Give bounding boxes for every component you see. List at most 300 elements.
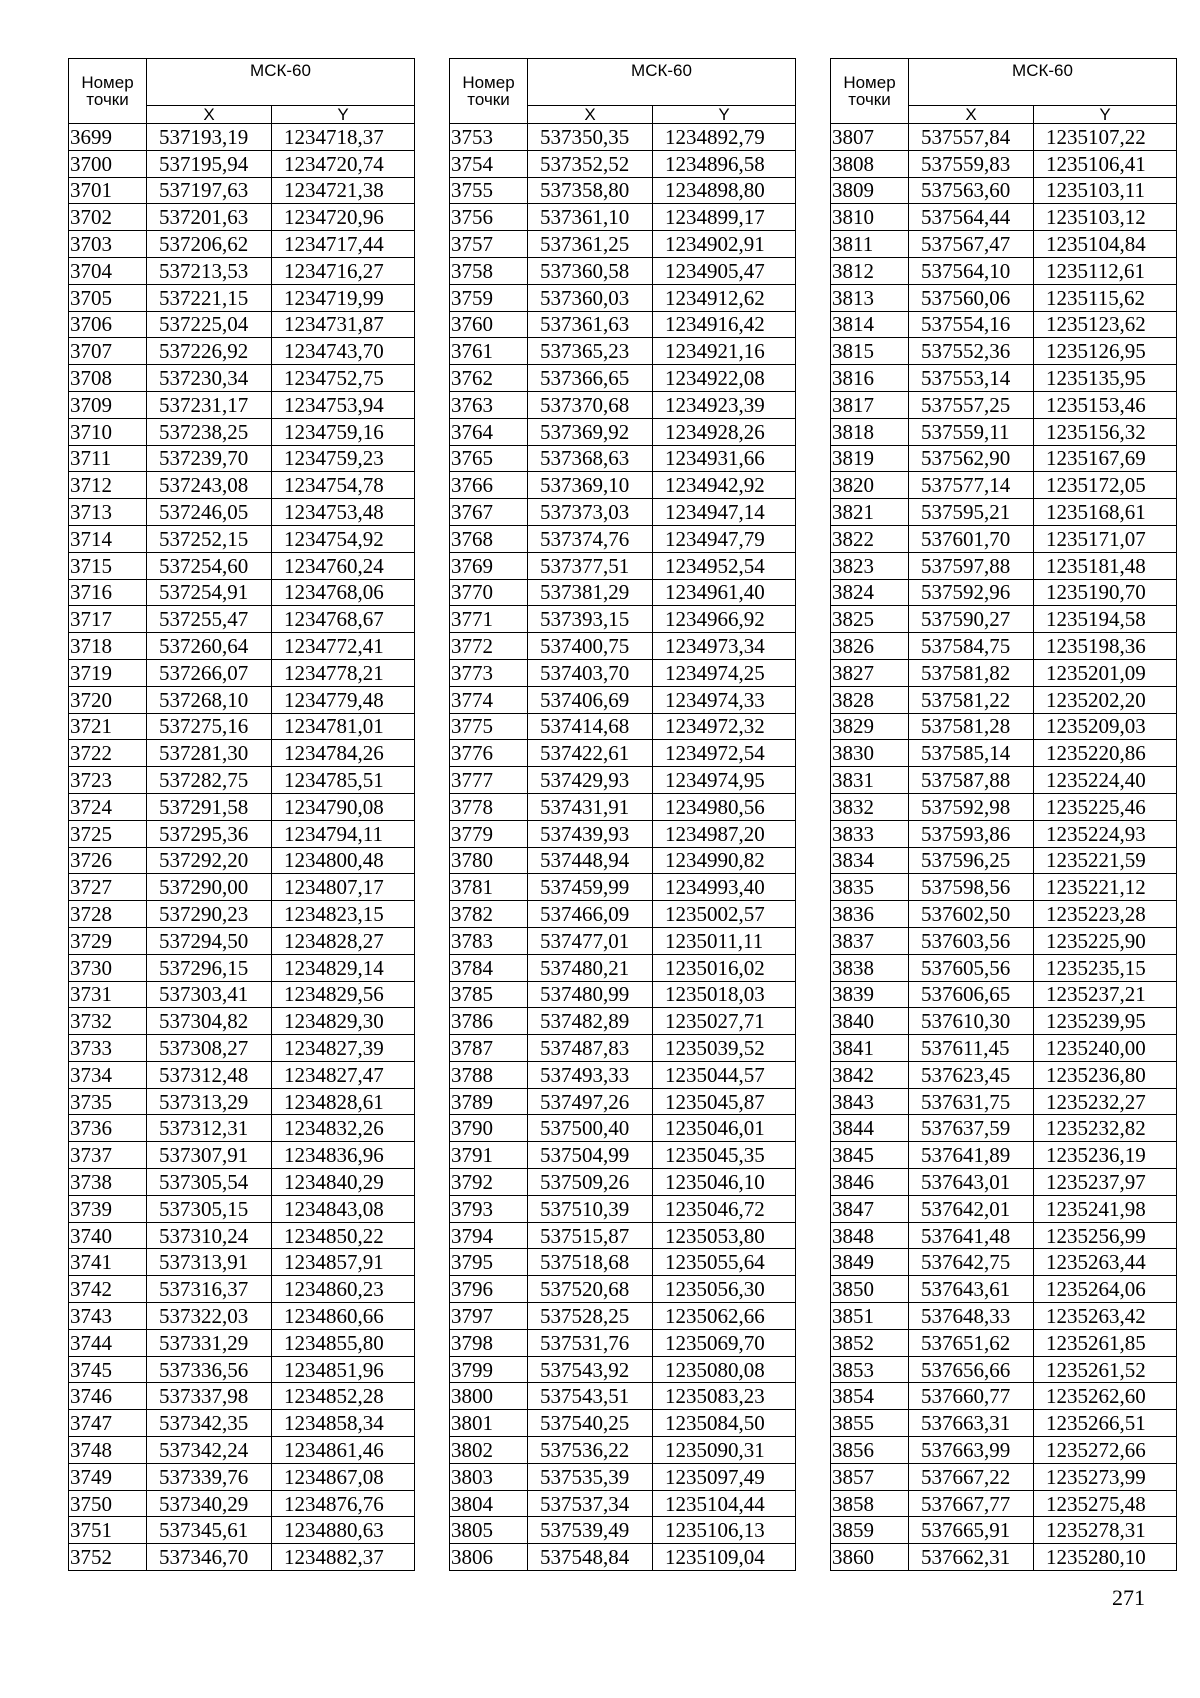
x-cell: 537243,08: [147, 472, 272, 499]
x-cell: 537360,58: [528, 257, 653, 284]
y-cell: 1235236,80: [1034, 1061, 1177, 1088]
y-cell: 1234922,08: [653, 365, 796, 392]
x-cell: 537448,94: [528, 847, 653, 874]
table-row: [450, 365, 796, 392]
x-cell: 537403,70: [528, 659, 653, 686]
table-row: [69, 1383, 415, 1410]
table-row: [831, 901, 1177, 928]
x-cell: 537377,51: [528, 552, 653, 579]
x-cell: 537656,66: [909, 1356, 1034, 1383]
x-cell: 537255,47: [147, 606, 272, 633]
x-cell: 537459,99: [528, 874, 653, 901]
y-cell: 1235235,15: [1034, 954, 1177, 981]
point-number-cell: 3822: [831, 525, 909, 552]
table-row: [69, 499, 415, 526]
table-row: [69, 150, 415, 177]
table-row: [69, 338, 415, 365]
table-row: [69, 1008, 415, 1035]
table-row: [450, 767, 796, 794]
point-number-cell: 3782: [450, 901, 528, 928]
x-cell: 537504,99: [528, 1142, 653, 1169]
x-cell: 537322,03: [147, 1303, 272, 1330]
y-cell: 1235263,44: [1034, 1249, 1177, 1276]
table-row: [69, 686, 415, 713]
y-cell: 1234972,54: [653, 740, 796, 767]
x-cell: 537641,89: [909, 1142, 1034, 1169]
x-cell: 537559,11: [909, 418, 1034, 445]
y-cell: 1234860,23: [272, 1276, 415, 1303]
table-row: [69, 1035, 415, 1062]
y-cell: 1234855,80: [272, 1329, 415, 1356]
table-row: [450, 901, 796, 928]
y-cell: 1234858,34: [272, 1410, 415, 1437]
x-cell: 537305,54: [147, 1169, 272, 1196]
x-cell: 537303,41: [147, 981, 272, 1008]
x-cell: 537482,89: [528, 1008, 653, 1035]
table-row: [450, 633, 796, 660]
point-number-cell: 3741: [69, 1249, 147, 1276]
point-number-cell: 3776: [450, 740, 528, 767]
y-cell: 1235097,49: [653, 1463, 796, 1490]
y-cell: 1235272,66: [1034, 1437, 1177, 1464]
table-row: [450, 311, 796, 338]
point-number-cell: 3860: [831, 1544, 909, 1571]
table-row: [69, 445, 415, 472]
y-cell: 1234947,14: [653, 499, 796, 526]
table-row: [450, 1356, 796, 1383]
table-row: [450, 1008, 796, 1035]
table-row: [69, 1356, 415, 1383]
y-cell: 1234781,01: [272, 713, 415, 740]
point-number-cell: 3730: [69, 954, 147, 981]
x-cell: 537480,99: [528, 981, 653, 1008]
y-cell: 1234896,58: [653, 150, 796, 177]
x-cell: 537304,82: [147, 1008, 272, 1035]
x-cell: 537581,22: [909, 686, 1034, 713]
y-cell: 1234753,94: [272, 391, 415, 418]
point-number-cell: 3824: [831, 579, 909, 606]
y-cell: 1234947,79: [653, 525, 796, 552]
point-number-cell: 3742: [69, 1276, 147, 1303]
y-cell: 1235198,36: [1034, 633, 1177, 660]
y-cell: 1234778,21: [272, 659, 415, 686]
point-number-cell: 3740: [69, 1222, 147, 1249]
x-cell: 537539,49: [528, 1517, 653, 1544]
x-cell: 537275,16: [147, 713, 272, 740]
table-row: [450, 1142, 796, 1169]
point-number-cell: 3781: [450, 874, 528, 901]
x-cell: 537239,70: [147, 445, 272, 472]
point-number-cell: 3799: [450, 1356, 528, 1383]
x-cell: 537291,58: [147, 793, 272, 820]
table-row: [69, 124, 415, 151]
point-number-cell: 3767: [450, 499, 528, 526]
table-row: [69, 1303, 415, 1330]
x-cell: 537667,22: [909, 1463, 1034, 1490]
y-cell: 1235109,04: [653, 1544, 796, 1571]
table-row: [831, 874, 1177, 901]
y-cell: 1234980,56: [653, 793, 796, 820]
point-number-cell: 3757: [450, 231, 528, 258]
x-cell: 537193,19: [147, 124, 272, 151]
table-row: [831, 1142, 1177, 1169]
point-number-cell: 3737: [69, 1142, 147, 1169]
point-number-cell: 3752: [69, 1544, 147, 1571]
table-row: [450, 740, 796, 767]
y-cell: 1234721,38: [272, 177, 415, 204]
x-cell: 537637,59: [909, 1115, 1034, 1142]
y-cell: 1235201,09: [1034, 659, 1177, 686]
point-number-cell: 3762: [450, 365, 528, 392]
x-cell: 537535,39: [528, 1463, 653, 1490]
table-row: [831, 1195, 1177, 1222]
x-cell: 537601,70: [909, 525, 1034, 552]
x-cell: 537429,93: [528, 767, 653, 794]
point-number-cell: 3852: [831, 1329, 909, 1356]
point-number-cell: 3785: [450, 981, 528, 1008]
table-row: [831, 231, 1177, 258]
x-cell: 537548,84: [528, 1544, 653, 1571]
point-number-cell: 3856: [831, 1437, 909, 1464]
table-row: [831, 1008, 1177, 1035]
x-cell: 537623,45: [909, 1061, 1034, 1088]
table-row: [69, 847, 415, 874]
x-cell: 537360,03: [528, 284, 653, 311]
y-cell: 1235062,66: [653, 1303, 796, 1330]
point-number-cell: 3842: [831, 1061, 909, 1088]
point-number-cell: 3846: [831, 1169, 909, 1196]
x-cell: 537651,62: [909, 1329, 1034, 1356]
x-cell: 537369,10: [528, 472, 653, 499]
point-number-cell: 3719: [69, 659, 147, 686]
x-cell: 537662,31: [909, 1544, 1034, 1571]
table-row: [831, 418, 1177, 445]
point-number-cell: 3857: [831, 1463, 909, 1490]
table-row: [69, 659, 415, 686]
table-row: [831, 686, 1177, 713]
point-number-cell: 3738: [69, 1169, 147, 1196]
table-row: [831, 793, 1177, 820]
point-number-cell: 3808: [831, 150, 909, 177]
table-row: [450, 686, 796, 713]
point-number-cell: 3732: [69, 1008, 147, 1035]
y-cell: 1234923,39: [653, 391, 796, 418]
x-cell: 537540,25: [528, 1410, 653, 1437]
y-cell: 1235232,27: [1034, 1088, 1177, 1115]
point-number-cell: 3702: [69, 204, 147, 231]
point-number-cell: 3766: [450, 472, 528, 499]
y-cell: 1235225,46: [1034, 793, 1177, 820]
table-row: [450, 606, 796, 633]
x-cell: 537564,44: [909, 204, 1034, 231]
table-row: [69, 1517, 415, 1544]
x-cell: 537557,84: [909, 124, 1034, 151]
point-number-cell: 3783: [450, 927, 528, 954]
y-cell: 1235172,05: [1034, 472, 1177, 499]
y-cell: 1234760,24: [272, 552, 415, 579]
x-cell: 537439,93: [528, 820, 653, 847]
x-cell: 537310,24: [147, 1222, 272, 1249]
table-row: [69, 365, 415, 392]
point-number-cell: 3836: [831, 901, 909, 928]
table-row: [450, 445, 796, 472]
coordinates-table-1: [68, 58, 415, 1571]
y-cell: 1234840,29: [272, 1169, 415, 1196]
y-cell: 1235264,06: [1034, 1276, 1177, 1303]
table-row: [831, 525, 1177, 552]
point-number-cell: 3731: [69, 981, 147, 1008]
coordinates-table-3: [830, 58, 1177, 1571]
point-number-cell: 3720: [69, 686, 147, 713]
x-cell: 537564,10: [909, 257, 1034, 284]
point-number-cell: 3708: [69, 365, 147, 392]
table-row: [69, 472, 415, 499]
point-number-cell: 3850: [831, 1276, 909, 1303]
y-cell: 1235224,40: [1034, 767, 1177, 794]
header-x: X: [147, 106, 272, 124]
x-cell: 537238,25: [147, 418, 272, 445]
point-number-cell: 3825: [831, 606, 909, 633]
point-number-cell: 3721: [69, 713, 147, 740]
y-cell: 1235171,07: [1034, 525, 1177, 552]
y-cell: 1235104,44: [653, 1490, 796, 1517]
x-cell: 537369,92: [528, 418, 653, 445]
y-cell: 1234898,80: [653, 177, 796, 204]
y-cell: 1235190,70: [1034, 579, 1177, 606]
table-row: [69, 1222, 415, 1249]
point-number-cell: 3739: [69, 1195, 147, 1222]
table-row: [69, 525, 415, 552]
table-row: [831, 1437, 1177, 1464]
x-cell: 537480,21: [528, 954, 653, 981]
point-number-cell: 3774: [450, 686, 528, 713]
table-row: [450, 981, 796, 1008]
x-cell: 537500,40: [528, 1115, 653, 1142]
x-cell: 537515,87: [528, 1222, 653, 1249]
point-number-cell: 3843: [831, 1088, 909, 1115]
point-number-cell: 3722: [69, 740, 147, 767]
table-row: [69, 1142, 415, 1169]
point-number-cell: 3717: [69, 606, 147, 633]
x-cell: 537431,91: [528, 793, 653, 820]
point-number-cell: 3703: [69, 231, 147, 258]
x-cell: 537336,56: [147, 1356, 272, 1383]
y-cell: 1235239,95: [1034, 1008, 1177, 1035]
x-cell: 537246,05: [147, 499, 272, 526]
table-row: [831, 445, 1177, 472]
y-cell: 1234942,92: [653, 472, 796, 499]
y-cell: 1235240,00: [1034, 1035, 1177, 1062]
point-number-cell: 3805: [450, 1517, 528, 1544]
x-cell: 537592,96: [909, 579, 1034, 606]
point-number-cell: 3760: [450, 311, 528, 338]
y-cell: 1234993,40: [653, 874, 796, 901]
point-number-cell: 3851: [831, 1303, 909, 1330]
y-cell: 1235123,62: [1034, 311, 1177, 338]
point-number-cell: 3714: [69, 525, 147, 552]
y-cell: 1235278,31: [1034, 1517, 1177, 1544]
point-number-cell: 3855: [831, 1410, 909, 1437]
point-number-cell: 3812: [831, 257, 909, 284]
x-cell: 537313,29: [147, 1088, 272, 1115]
x-cell: 537197,63: [147, 177, 272, 204]
x-cell: 537374,76: [528, 525, 653, 552]
y-cell: 1234880,63: [272, 1517, 415, 1544]
point-number-cell: 3735: [69, 1088, 147, 1115]
point-number-cell: 3837: [831, 927, 909, 954]
x-cell: 537290,23: [147, 901, 272, 928]
x-cell: 537361,25: [528, 231, 653, 258]
point-number-cell: 3701: [69, 177, 147, 204]
y-cell: 1234832,26: [272, 1115, 415, 1142]
x-cell: 537605,56: [909, 954, 1034, 981]
x-cell: 537305,15: [147, 1195, 272, 1222]
header-coordinate-system: МСК-60: [528, 59, 796, 106]
table-row: [831, 1383, 1177, 1410]
y-cell: 1235103,12: [1034, 204, 1177, 231]
y-cell: 1235263,42: [1034, 1303, 1177, 1330]
point-number-cell: 3769: [450, 552, 528, 579]
point-number-cell: 3800: [450, 1383, 528, 1410]
x-cell: 537400,75: [528, 633, 653, 660]
table-row: [450, 1222, 796, 1249]
point-number-cell: 3788: [450, 1061, 528, 1088]
x-cell: 537281,30: [147, 740, 272, 767]
y-cell: 1234952,54: [653, 552, 796, 579]
point-number-cell: 3848: [831, 1222, 909, 1249]
point-number-cell: 3809: [831, 177, 909, 204]
y-cell: 1234768,06: [272, 579, 415, 606]
x-cell: 537361,10: [528, 204, 653, 231]
y-cell: 1234719,99: [272, 284, 415, 311]
y-cell: 1234716,27: [272, 257, 415, 284]
point-number-cell: 3792: [450, 1169, 528, 1196]
y-cell: 1234850,22: [272, 1222, 415, 1249]
x-cell: 537611,45: [909, 1035, 1034, 1062]
y-cell: 1234829,14: [272, 954, 415, 981]
y-cell: 1235232,82: [1034, 1115, 1177, 1142]
point-number-cell: 3736: [69, 1115, 147, 1142]
table-row: [450, 1544, 796, 1571]
x-cell: 537606,65: [909, 981, 1034, 1008]
point-number-cell: 3845: [831, 1142, 909, 1169]
table-row: [69, 257, 415, 284]
table-row: [69, 1463, 415, 1490]
point-number-cell: 3728: [69, 901, 147, 928]
y-cell: 1235039,52: [653, 1035, 796, 1062]
table-row: [450, 954, 796, 981]
table-body: [831, 124, 1177, 1571]
y-cell: 1234829,30: [272, 1008, 415, 1035]
y-cell: 1234882,37: [272, 1544, 415, 1571]
y-cell: 1234899,17: [653, 204, 796, 231]
table-row: [450, 1249, 796, 1276]
y-cell: 1234961,40: [653, 579, 796, 606]
header-x: X: [909, 106, 1034, 124]
point-number-cell: 3700: [69, 150, 147, 177]
point-number-cell: 3853: [831, 1356, 909, 1383]
x-cell: 537201,63: [147, 204, 272, 231]
point-number-cell: 3734: [69, 1061, 147, 1088]
y-cell: 1235112,61: [1034, 257, 1177, 284]
y-cell: 1234794,11: [272, 820, 415, 847]
table-row: [69, 1490, 415, 1517]
y-cell: 1234828,61: [272, 1088, 415, 1115]
table-row: [831, 257, 1177, 284]
x-cell: 537342,24: [147, 1437, 272, 1464]
y-cell: 1235275,48: [1034, 1490, 1177, 1517]
point-number-cell: 3758: [450, 257, 528, 284]
table-row: [450, 1437, 796, 1464]
x-cell: 537642,01: [909, 1195, 1034, 1222]
y-cell: 1234974,33: [653, 686, 796, 713]
table-row: [450, 1276, 796, 1303]
point-number-cell: 3797: [450, 1303, 528, 1330]
y-cell: 1235027,71: [653, 1008, 796, 1035]
table-row: [69, 552, 415, 579]
y-cell: 1235104,84: [1034, 231, 1177, 258]
x-cell: 537648,33: [909, 1303, 1034, 1330]
header-y: Y: [272, 106, 415, 124]
table-row: [450, 231, 796, 258]
x-cell: 537295,36: [147, 820, 272, 847]
point-number-cell: 3819: [831, 445, 909, 472]
table-body: [450, 124, 796, 1571]
point-number-cell: 3790: [450, 1115, 528, 1142]
header-y: Y: [1034, 106, 1177, 124]
y-cell: 1235194,58: [1034, 606, 1177, 633]
y-cell: 1235223,28: [1034, 901, 1177, 928]
table-row: [831, 284, 1177, 311]
x-cell: 537577,14: [909, 472, 1034, 499]
y-cell: 1235083,23: [653, 1383, 796, 1410]
table-row: [831, 1115, 1177, 1142]
table-row: [69, 284, 415, 311]
point-number-cell: 3787: [450, 1035, 528, 1062]
table-row: [831, 1544, 1177, 1571]
point-number-cell: 3775: [450, 713, 528, 740]
table-row: [831, 1517, 1177, 1544]
point-number-cell: 3749: [69, 1463, 147, 1490]
x-cell: 537567,47: [909, 231, 1034, 258]
x-cell: 537339,76: [147, 1463, 272, 1490]
point-number-cell: 3813: [831, 284, 909, 311]
x-cell: 537536,22: [528, 1437, 653, 1464]
point-number-cell: 3817: [831, 391, 909, 418]
x-cell: 537587,88: [909, 767, 1034, 794]
point-number-cell: 3847: [831, 1195, 909, 1222]
point-number-cell: 3729: [69, 927, 147, 954]
point-number-cell: 3711: [69, 445, 147, 472]
point-number-cell: 3773: [450, 659, 528, 686]
y-cell: 1235168,61: [1034, 499, 1177, 526]
table-row: [831, 150, 1177, 177]
header-coordinate-system: МСК-60: [147, 59, 415, 106]
y-cell: 1235080,08: [653, 1356, 796, 1383]
y-cell: 1234731,87: [272, 311, 415, 338]
x-cell: 537585,14: [909, 740, 1034, 767]
point-number-cell: 3706: [69, 311, 147, 338]
page-number: 271: [1112, 1585, 1145, 1610]
x-cell: 537316,37: [147, 1276, 272, 1303]
y-cell: 1235237,97: [1034, 1169, 1177, 1196]
y-cell: 1234753,48: [272, 499, 415, 526]
table-row: [831, 579, 1177, 606]
table-row: [450, 204, 796, 231]
point-number-cell: 3710: [69, 418, 147, 445]
table-row: [450, 499, 796, 526]
x-cell: 537331,29: [147, 1329, 272, 1356]
